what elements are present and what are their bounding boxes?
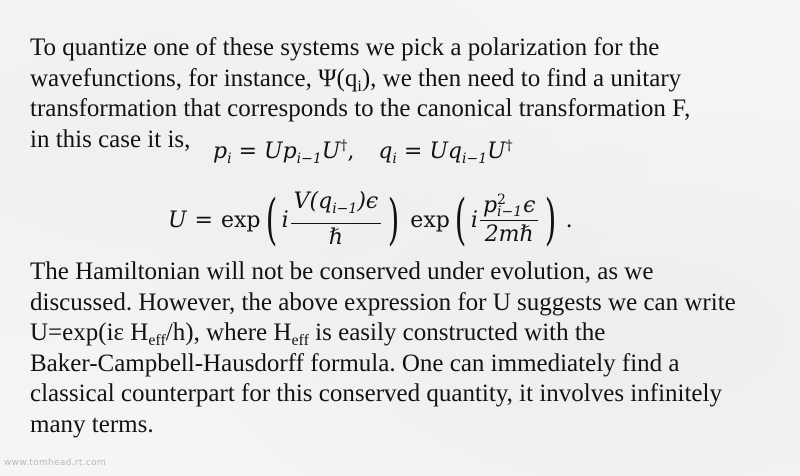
text-line: in this case it is, <box>30 125 191 153</box>
math-subscript: i−1 <box>296 151 322 167</box>
math-symbol: U <box>264 139 283 164</box>
left-paren: ( <box>265 188 277 251</box>
text-line: The Hamiltonian will not be conserved under evolution, as we <box>30 258 654 285</box>
math-function: exp <box>410 207 450 233</box>
fraction-numerator: $V(q_{i-1})\epsilon$ <box>291 190 382 224</box>
math-symbol: i <box>470 207 478 233</box>
math-subscript: i−1 <box>461 151 488 167</box>
math-superscript: † <box>505 138 513 154</box>
text-line: classical counterpart for this conserved quantity, it involves infinitely <box>30 380 722 407</box>
math-symbol: i <box>281 207 289 233</box>
subscript: eff <box>291 332 309 349</box>
math-symbol: q <box>447 139 462 164</box>
text-span: wavefunctions, for instance, Ψ(q <box>30 64 358 92</box>
right-paren: ) <box>387 188 400 251</box>
paragraph-hamiltonian <box>30 257 736 440</box>
text-line <box>30 318 736 349</box>
text-line: To quantize one of these systems we pick a polarization for the <box>30 34 660 61</box>
fraction-kinetic <box>480 191 539 247</box>
math-punct: , <box>347 139 355 164</box>
right-paren: ) <box>545 188 557 251</box>
fraction-numerator: p 2 i−1 ϵ <box>480 194 539 221</box>
math-symbol: U <box>429 139 448 164</box>
text-line: Baker-Campbell-Hausdorff formula. One can immediately find a <box>30 349 680 377</box>
text-span: is easily constructed with the <box>308 319 606 346</box>
math-punct: . <box>565 207 573 233</box>
text-line: discussed. However, the above expression for U suggests we can write <box>30 288 736 316</box>
text-line <box>30 64 690 95</box>
text-line: many terms. <box>30 410 154 438</box>
fraction-potential <box>291 190 382 250</box>
left-paren: ( <box>454 188 467 251</box>
math-symbol: p <box>213 139 228 164</box>
subscript: eff <box>148 332 166 349</box>
math-operator: = <box>403 139 423 164</box>
math-symbol: q <box>378 139 393 164</box>
math-symbol: U <box>168 207 187 233</box>
subscript: i <box>357 77 362 95</box>
math-subscript: i <box>392 151 397 167</box>
math-operator: = <box>194 207 213 233</box>
math-symbol: p <box>282 139 297 164</box>
math-function: exp <box>220 207 261 233</box>
text-span: U=exp(iε H <box>30 319 149 346</box>
text-span: ), we then need to find a unitary <box>361 64 682 92</box>
text-line: transformation that corresponds to the canonical transformation F, <box>30 95 691 122</box>
math-operator: = <box>238 139 258 164</box>
math-symbol: U <box>321 139 341 164</box>
math-subscript: i <box>227 151 232 167</box>
equation-unitary-operator <box>168 190 573 250</box>
math-symbol: U <box>487 139 506 164</box>
equation-canonical-transformation <box>213 138 513 167</box>
paragraph-polarization <box>30 33 690 155</box>
math-superscript: † <box>340 138 348 154</box>
fraction-denominator: ℏ <box>328 225 343 250</box>
fraction-denominator: 2mℏ <box>484 221 534 247</box>
watermark: www.tomhead.rt.com <box>4 458 106 468</box>
text-span: /h), where H <box>165 319 292 346</box>
